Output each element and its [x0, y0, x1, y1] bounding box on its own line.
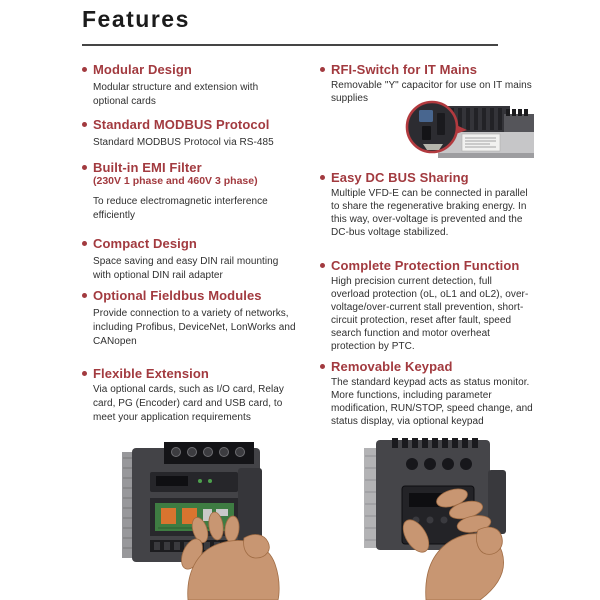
feature-body: To reduce electromagnetic interference efficiently: [93, 196, 268, 221]
feature-body: Via optional cards, such as I/O card, Relay card, PG (Encoder) card and USB card, to meet your application requirements: [93, 384, 284, 423]
feature-modular-design: [82, 62, 294, 109]
rfi-switch-detail: [419, 110, 433, 122]
feature-body: Provide connection to a variety of networks, including Profibus, DeviceNet, LonWorks and CANopen: [93, 308, 296, 347]
bullet-icon: [82, 371, 87, 376]
feature-body: Space saving and easy DIN rail mounting with optional DIN rail adapter: [93, 256, 279, 281]
keypad-photo: [340, 436, 540, 600]
feature-title: Modular Design: [93, 62, 192, 77]
feature-title: Flexible Extension: [93, 366, 209, 381]
feature-body: The standard keypad acts as status monitor. More functions, including parameter modification, RUN/STOP, speed change, and status display, via optional keypad: [331, 377, 533, 427]
hand: [177, 511, 279, 600]
feature-removable-keypad: [320, 359, 535, 428]
magnifier-circle: [407, 102, 457, 152]
bullet-icon: [82, 293, 87, 298]
option-card-photo: [108, 442, 303, 600]
bullet-icon: [320, 175, 325, 180]
bullet-icon: [82, 67, 87, 72]
bullet-icon: [82, 241, 87, 246]
feature-title: Easy DC BUS Sharing: [331, 170, 469, 185]
bullet-icon: [320, 263, 325, 268]
option-card-illustration: [108, 442, 303, 600]
feature-rfi-switch: [320, 62, 535, 105]
rfi-switch-photo: [392, 100, 548, 168]
feature-protection-function: [320, 258, 533, 353]
feature-body: Removable "Y" capacitor for use on IT mains supplies: [331, 80, 532, 104]
bullet-icon: [82, 122, 87, 127]
keypad-illustration: [340, 436, 540, 600]
feature-fieldbus-modules: [82, 288, 300, 349]
feature-title: Complete Protection Function: [331, 258, 520, 273]
page-title: Features: [82, 6, 190, 32]
feature-flexible-extension: [82, 366, 300, 425]
feature-body: Multiple VFD-E can be connected in parallel to share the regenerative braking energy. In this way, over-voltage is prevented and the DC-bus voltage stabilized.: [331, 188, 528, 238]
feature-modbus-protocol: [82, 117, 294, 150]
title-rule: [82, 44, 498, 46]
feature-title: Optional Fieldbus Modules: [93, 288, 262, 303]
feature-emi-filter: [82, 160, 294, 223]
rfi-switch-illustration: [392, 100, 548, 168]
bullet-icon: [82, 165, 87, 170]
feature-body: Standard MODBUS Protocol via RS-485: [93, 137, 274, 148]
feature-subtitle: (230V 1 phase and 460V 3 phase): [93, 175, 258, 187]
feature-title: Standard MODBUS Protocol: [93, 117, 270, 132]
feature-title: Built-in EMI Filter: [93, 160, 202, 175]
feature-body: High precision current detection, full overload protection (oL, oL1 and oL2), over-voltage/over-current stall prevention, short-circuit protection, reset after fault, speed search function and motor overheat protection by PTC.: [331, 276, 529, 352]
feature-body: Modular structure and extension with optional cards: [93, 82, 259, 107]
feature-dc-bus-sharing: [320, 170, 533, 239]
feature-title: RFI-Switch for IT Mains: [331, 62, 478, 77]
bullet-icon: [320, 67, 325, 72]
bullet-icon: [320, 364, 325, 369]
feature-title: Compact Design: [93, 236, 197, 251]
feature-compact-design: [82, 236, 294, 283]
feature-title: Removable Keypad: [331, 359, 453, 374]
